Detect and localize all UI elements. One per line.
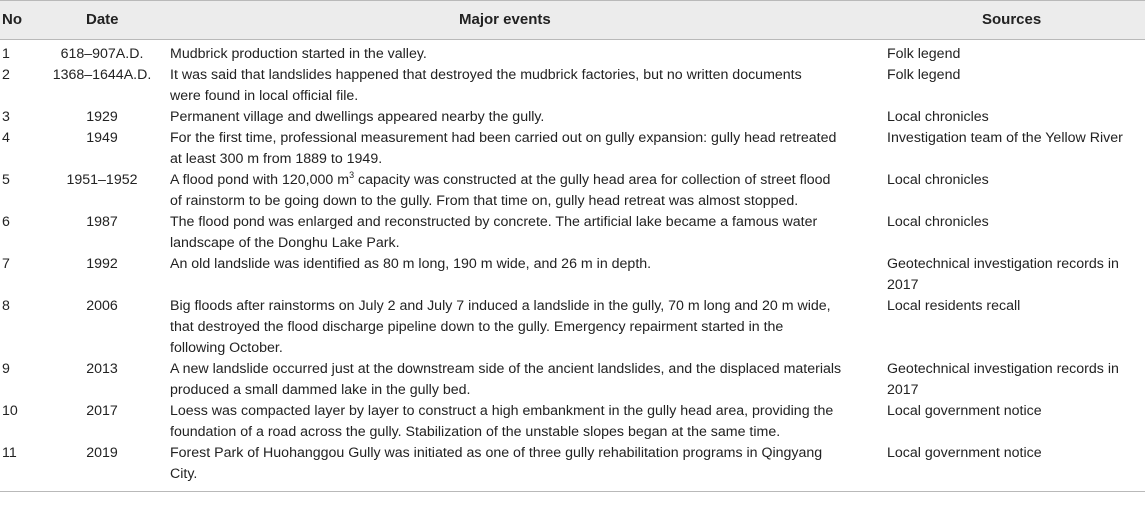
cell-source <box>887 107 1145 128</box>
table-row <box>0 359 1145 401</box>
cell-no: 10 <box>2 403 18 419</box>
event-line: A new landslide occurred just at the downstream side of the ancient landslides, and the displaced materials <box>170 361 842 377</box>
cell-source <box>887 254 1145 296</box>
cell-date: 1992 <box>86 256 118 272</box>
event-line: produced a small dammed lake in the gully bed. <box>170 382 471 398</box>
event-line: at least 300 m from 1889 to 1949. <box>170 151 383 167</box>
cell-event <box>168 212 887 254</box>
table-row <box>0 170 1145 212</box>
table-row <box>0 44 1145 65</box>
cell-no: 8 <box>2 298 10 314</box>
event-line: that destroyed the flood discharge pipeline down to the gully. Emergency repairment started in the <box>170 319 784 335</box>
cell-no: 3 <box>2 109 10 125</box>
cell-no: 2 <box>2 67 10 83</box>
cell-source <box>887 443 1145 464</box>
cell-no: 4 <box>2 130 10 146</box>
cell-event <box>168 443 887 485</box>
event-line: It was said that landslides happened that destroyed the mudbrick factories, but no written documents <box>170 67 802 83</box>
cell-source <box>887 296 1145 317</box>
source-line: Geotechnical investigation records in <box>887 361 1119 377</box>
cell-date: 2019 <box>86 445 118 461</box>
event-line: The flood pond was enlarged and reconstructed by concrete. The artificial lake became a famous water <box>170 214 818 230</box>
cell-source <box>887 44 1145 65</box>
event-text: A flood pond with 120,000 m <box>170 172 350 188</box>
source-line: Investigation team of the Yellow River <box>887 130 1123 146</box>
table-row <box>0 401 1145 443</box>
source-line: Local government notice <box>887 403 1042 419</box>
cell-date: 1987 <box>86 214 118 230</box>
event-line: were found in local official file. <box>170 88 359 104</box>
cell-event <box>168 170 887 212</box>
cell-source <box>887 401 1145 422</box>
table-bottom-rule <box>0 491 1145 492</box>
header-major-events: Major events <box>459 11 551 28</box>
cell-no: 11 <box>2 445 17 461</box>
header-no: No <box>2 11 22 28</box>
event-line: Forest Park of Huohanggou Gully was initiated as one of three gully rehabilitation programs in Qingyang <box>170 445 823 461</box>
cell-no: 5 <box>2 172 10 188</box>
table-header <box>0 0 1145 40</box>
event-line: For the first time, professional measurement had been carried out on gully expansion: gully head retreated <box>170 130 837 146</box>
event-line: Big floods after rainstorms on July 2 and July 7 induced a landslide in the gully, 70 m long and 20 m wide, <box>170 298 831 314</box>
cell-event <box>168 44 887 65</box>
table-row <box>0 443 1145 485</box>
superscript-three: 3 <box>349 170 355 180</box>
source-line: Local government notice <box>887 445 1042 461</box>
cell-source <box>887 170 1145 191</box>
event-line: foundation of a road across the gully. Stabilization of the unstable slopes began at the same time. <box>170 424 781 440</box>
event-line: An old landslide was identified as 80 m long, 190 m wide, and 26 m in depth. <box>170 256 652 272</box>
event-line: Loess was compacted layer by layer to construct a high embankment in the gully head area, providing the <box>170 403 834 419</box>
cell-event <box>168 401 887 443</box>
event-line: following October. <box>170 340 283 356</box>
cell-source <box>887 212 1145 233</box>
cell-event <box>168 128 887 170</box>
cell-event <box>168 359 887 401</box>
event-line: landscape of the Donghu Lake Park. <box>170 235 400 251</box>
event-line <box>170 170 887 191</box>
cell-source <box>887 65 1145 86</box>
cell-date: 1949 <box>86 130 118 146</box>
cell-event <box>168 254 887 275</box>
cell-no: 1 <box>2 46 10 62</box>
cell-date: 618–907A.D. <box>60 46 144 62</box>
cell-date: 1951–1952 <box>66 172 138 188</box>
source-line: Folk legend <box>887 46 961 62</box>
cell-date: 2017 <box>86 403 118 419</box>
event-line: Mudbrick production started in the valley. <box>170 46 427 62</box>
event-line: City. <box>170 466 198 482</box>
source-line: Folk legend <box>887 67 961 83</box>
cell-event <box>168 65 887 107</box>
cell-date: 1929 <box>86 109 118 125</box>
table-row <box>0 212 1145 254</box>
source-line: Local chronicles <box>887 109 989 125</box>
source-line: 2017 <box>887 277 919 293</box>
table-row <box>0 128 1145 170</box>
cell-event <box>168 296 887 359</box>
cell-no: 9 <box>2 361 10 377</box>
cell-source <box>887 359 1145 401</box>
table-row <box>0 296 1145 359</box>
header-date: Date <box>86 11 119 28</box>
table-row <box>0 65 1145 107</box>
header-sources: Sources <box>982 11 1042 28</box>
cell-event <box>168 107 887 128</box>
source-line: 2017 <box>887 382 919 398</box>
cell-date: 2006 <box>86 298 118 314</box>
source-line: Local chronicles <box>887 172 989 188</box>
event-line: Permanent village and dwellings appeared nearby the gully. <box>170 109 545 125</box>
event-line: of rainstorm to be going down to the gully. From that time on, gully head retreat was almost stopped. <box>170 193 799 209</box>
cell-source <box>887 128 1145 149</box>
cell-date: 2013 <box>86 361 118 377</box>
cell-no: 7 <box>2 256 10 272</box>
source-line: Geotechnical investigation records in <box>887 256 1119 272</box>
table-row <box>0 254 1145 296</box>
cell-date: 1368–1644A.D. <box>52 67 152 83</box>
table-row <box>0 107 1145 128</box>
source-line: Local chronicles <box>887 214 989 230</box>
event-text: capacity was constructed at the gully head area for collection of street flood <box>354 172 831 188</box>
source-line: Local residents recall <box>887 298 1021 314</box>
cell-no: 6 <box>2 214 10 230</box>
